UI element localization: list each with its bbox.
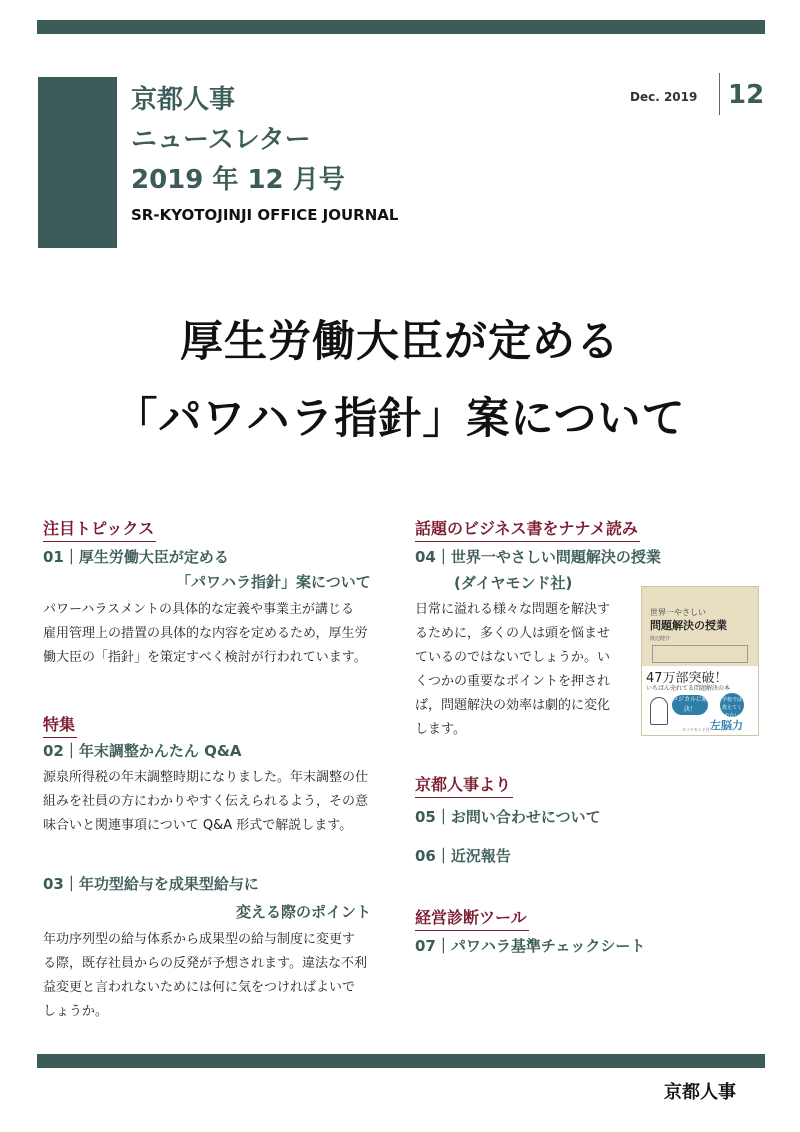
- book-sold-count: 47万部突破！: [646, 671, 728, 686]
- newsletter-title: [131, 80, 345, 200]
- book-title-main: 問題解決の授業: [650, 619, 727, 632]
- body-line: しょうか。: [43, 1004, 109, 1019]
- issue-date: Dec. 2019: [630, 90, 698, 104]
- book-character-icon: [650, 697, 668, 725]
- toc-item-04[interactable]: 04｜世界一やさしい問題解決の授業: [415, 548, 661, 566]
- section-heading-topics: 注目トピックス: [43, 516, 154, 539]
- body-line: る際，既存社員からの反発が予想されます。違法な不利: [43, 956, 367, 971]
- book-illustration: [652, 645, 748, 663]
- body-line: 日常に溢れる様々な問題を解決す: [415, 602, 611, 617]
- book-cover-image: [641, 586, 759, 736]
- toc-item-04-body: [415, 598, 610, 742]
- newsletter-title-line2: ニュースレター: [131, 125, 311, 155]
- headline-line1: 厚生労働大臣が定める: [180, 317, 620, 367]
- masthead-block: [38, 77, 117, 248]
- body-line: ば，問題解決の効率は劇的に変化: [415, 698, 611, 713]
- top-rule: [37, 20, 765, 34]
- book-bubble-school: 学校では教えてくれない: [720, 693, 744, 717]
- toc-item-01-line2[interactable]: 「パワハラ指針」案について: [176, 573, 371, 591]
- body-line: くつかの重要なポイントを押され: [415, 674, 611, 689]
- bottom-rule: [37, 1054, 765, 1068]
- body-line: 源泉所得税の年末調整時期になりました。年末調整の仕: [43, 770, 369, 785]
- toc-item-03-line1[interactable]: 03｜年功型給与を成果型給与に: [43, 875, 259, 893]
- section-heading-feature: 特集: [43, 712, 75, 735]
- toc-item-07[interactable]: 07｜パワハラ基準チェックシート: [415, 937, 646, 955]
- body-line: パワーハラスメントの具体的な定義や事業主が講じる: [43, 602, 354, 617]
- book-tagline: いちばん売れてる問題解決の本: [646, 685, 731, 692]
- body-line: るために，多くの人は頭を悩ませ: [415, 626, 611, 641]
- body-line: 益変更と言われないためには何に気をつければよいで: [43, 980, 356, 995]
- newsletter-title-line1: 京都人事: [131, 85, 236, 115]
- body-line: 雇用管理上の措置の具体的な内容を定めるため，厚生労: [43, 626, 368, 641]
- toc-item-01-line1[interactable]: 01｜厚生労働大臣が定める: [43, 548, 229, 566]
- newsletter-title-line3: 2019 年 12 月号: [131, 165, 345, 195]
- body-line: 組みを社員の方にわかりやすく伝えられるよう，その意: [43, 794, 369, 809]
- issue-divider: [719, 73, 720, 115]
- footer-office-name: 京都人事: [664, 1082, 736, 1103]
- book-bubble-logical: ロジカルに解決！: [672, 696, 709, 713]
- toc-item-04-publisher: (ダイヤモンド社): [454, 574, 573, 592]
- section-heading-from-office: 京都人事より: [415, 772, 511, 795]
- body-line: 味合いと関連事項について Q&A 形式で解説します。: [43, 818, 353, 833]
- book-author: 渡辺健介: [650, 636, 671, 642]
- section-heading-books: 話題のビジネス書をナナメ読み: [415, 516, 638, 539]
- headline-line2: 「パワハラ指針」案について: [114, 394, 686, 444]
- book-publisher: ダイヤモンド社: [682, 727, 710, 732]
- body-line: します。: [415, 722, 466, 737]
- body-line: ているのではないでしょうか。い: [415, 650, 611, 665]
- book-left-brain: 左脳力: [710, 719, 743, 732]
- issue-number: 12: [728, 80, 765, 110]
- toc-item-01-body: [43, 598, 367, 670]
- journal-subtitle: SR-KYOTOJINJI OFFICE JOURNAL: [131, 206, 399, 224]
- body-line: 働大臣の「指針」を策定すべく検討が行われています。: [43, 650, 367, 665]
- toc-item-02[interactable]: 02｜年末調整かんたん Q&A: [43, 742, 242, 760]
- toc-item-06[interactable]: 06｜近況報告: [415, 847, 511, 865]
- toc-item-05[interactable]: 05｜お問い合わせについて: [415, 808, 601, 826]
- toc-item-03-line2[interactable]: 変える際のポイント: [236, 903, 372, 921]
- book-title-small: 世界一やさしい: [650, 608, 706, 617]
- toc-item-02-body: [43, 766, 368, 838]
- toc-item-03-body: [43, 928, 367, 1024]
- body-line: 年功序列型の給与体系から成果型の給与制度に変更す: [43, 932, 356, 947]
- section-heading-tools: 経営診断ツール: [415, 905, 527, 928]
